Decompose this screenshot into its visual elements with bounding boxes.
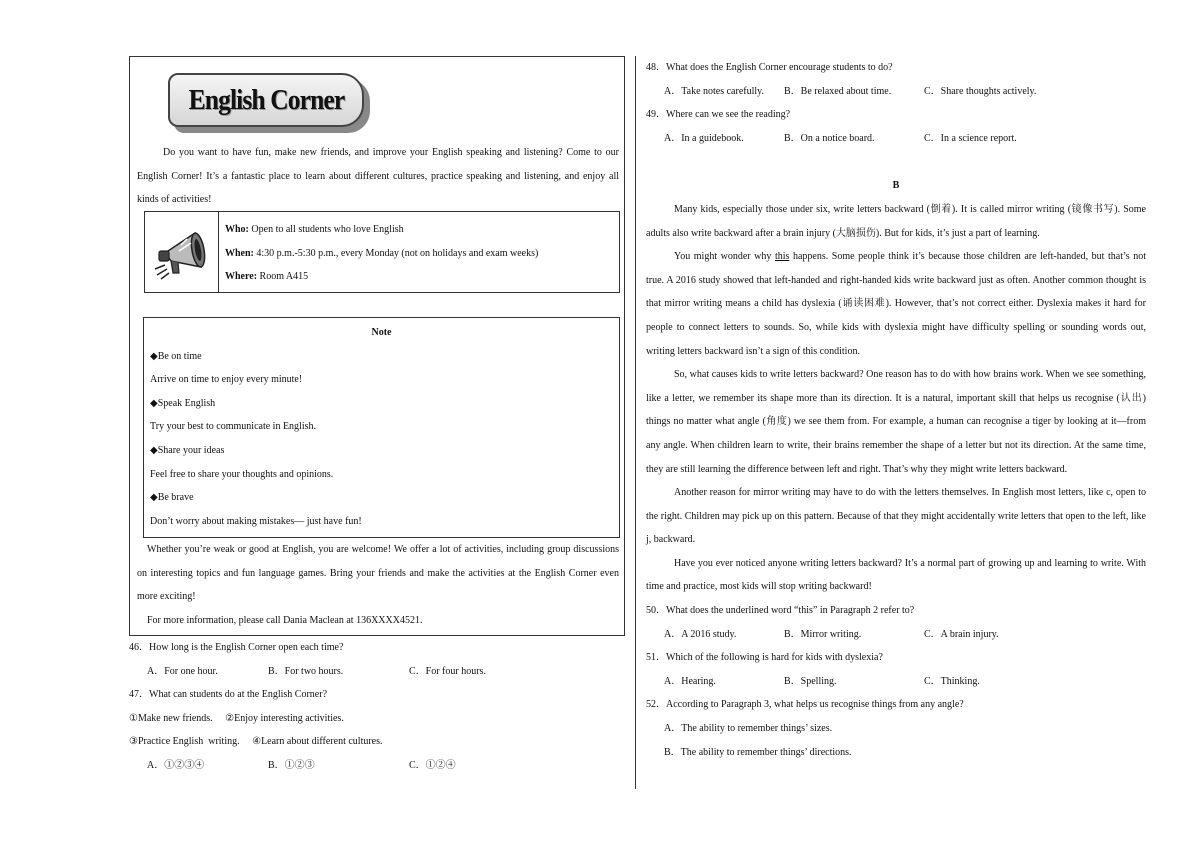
note-line: ◆Be brave bbox=[150, 492, 194, 504]
question-list-right-bottom bbox=[646, 599, 1146, 764]
question-50: 50．What does the underlined word “this” in Paragraph 2 refer to? bbox=[646, 605, 915, 617]
info-when: When: 4:30 p.m.-5:30 p.m., every Monday (not on holidays and exam weeks) bbox=[225, 247, 539, 259]
passage-b-paragraph-4: Another reason for mirror writing may have to do with the letters themselves. In English most letters, like c, open to the right. Children may pick up on this pattern. Because of that they might accidentally write letters that open to the left, like j, backward. bbox=[646, 487, 1146, 546]
question-47-choice-line: ③Practice English writing. ④Learn about different cultures. bbox=[129, 736, 383, 748]
note-line: Feel free to share your thoughts and opinions. bbox=[150, 468, 334, 480]
english-corner-notice bbox=[129, 56, 625, 636]
underlined-word-this: this bbox=[774, 251, 790, 263]
section-b-title: B bbox=[892, 180, 900, 192]
english-corner-logo bbox=[168, 73, 368, 131]
question-48-options bbox=[646, 80, 1146, 104]
option-b[interactable]: B．Be relaxed about time. bbox=[784, 85, 892, 97]
megaphone-icon bbox=[145, 212, 219, 292]
notice-contact: For more information, please call Dania Maclean at 136XXXX4521. bbox=[147, 615, 423, 626]
note-title: Note bbox=[371, 327, 392, 338]
passage-b-paragraph-1: Many kids, especially those under six, write letters backward (倒着). It is called mirror writing (镜像书写). Some adults also write backward after a brain injury (大脑损伤). But for kids, it’s just a part of learning. bbox=[646, 203, 1146, 239]
option-b[interactable]: B．Spelling. bbox=[784, 675, 837, 687]
option-a[interactable]: A．A 2016 study. bbox=[664, 628, 737, 640]
question-46-options bbox=[129, 660, 626, 684]
passage-b-paragraph-3: So, what causes kids to write letters backward? One reason has to do with how brains work. When we see something, like a letter, we remember its shape more than its direction. It is a natural, important skill that helps us recognise (认出) things no matter what angle (角度) we see them from. For example, a human can recognise a tiger by looking at it—from any angle. When children learn to write, their brains remember the shape of a letter but not its direction. At the same time, they are still learning the difference between left and right. That’s why they might write letters backward. bbox=[646, 369, 1146, 475]
option-b[interactable]: B．Mirror writing. bbox=[784, 628, 862, 640]
option-b[interactable]: B．The ability to remember things’ directions. bbox=[664, 746, 852, 758]
question-51-options bbox=[646, 670, 1146, 694]
option-c[interactable]: C．Share thoughts actively. bbox=[924, 85, 1037, 97]
info-who: Who: Open to all students who love English bbox=[225, 224, 404, 235]
option-c[interactable]: C．In a science report. bbox=[924, 132, 1017, 144]
question-49-options bbox=[646, 127, 1146, 151]
option-a[interactable]: A．For one hour. bbox=[147, 665, 218, 677]
question-list-left bbox=[129, 636, 626, 778]
passage-b-paragraph-2: You might wonder why this happens. Some people think it’s because those children are left-handed, but that’s not true. A 2016 study showed that left-handed and right-handed kids write backward just as often. Another common thought is that mirror writing means a child has dyslexia (诵读困难). However, that’s not correct either. Dyslexia makes it hard for people to connect letters to sounds. So, while kids with dyslexia might have difficulty spelling or sounding words out, writing letters backward isn’t a sign of this condition. bbox=[646, 251, 1146, 357]
column-divider bbox=[635, 56, 636, 789]
question-52: 52．According to Paragraph 3, what helps us recognise things from any angle? bbox=[646, 699, 964, 711]
question-47-options bbox=[129, 754, 626, 778]
info-where: Where: Room A415 bbox=[225, 271, 309, 283]
notice-intro: Do you want to have fun, make new friends, and improve your English speaking and listening? Come to our English Corner! It’s a fantastic place to learn about different cultures, practice speaking and listening, and enjoy all kinds of activities! bbox=[137, 147, 619, 206]
question-49: 49．Where can we see the reading? bbox=[646, 109, 791, 121]
question-51: 51．Which of the following is hard for kids with dyslexia? bbox=[646, 652, 883, 664]
note-line: Don’t worry about making mistakes— just have fun! bbox=[150, 515, 362, 527]
right-column bbox=[646, 56, 1146, 764]
question-52-option-a-row bbox=[646, 717, 1146, 741]
option-b[interactable]: B．For two hours. bbox=[268, 665, 344, 677]
option-c[interactable]: C．①②④ bbox=[409, 759, 456, 771]
option-a[interactable]: A．Hearing. bbox=[664, 675, 716, 687]
note-line: ◆Be on time bbox=[150, 350, 202, 362]
option-a[interactable]: A．①②③④ bbox=[147, 759, 205, 771]
left-column bbox=[129, 56, 626, 778]
question-52-option-b-row bbox=[646, 741, 1146, 765]
logo-text: English Corner bbox=[188, 83, 344, 116]
question-list-right-top bbox=[646, 56, 1146, 150]
note-line: Arrive on time to enjoy every minute! bbox=[150, 374, 303, 386]
option-c[interactable]: C．A brain injury. bbox=[924, 628, 999, 640]
option-b[interactable]: B．On a notice board. bbox=[784, 132, 875, 144]
option-c[interactable]: C．For four hours. bbox=[409, 665, 486, 677]
option-a[interactable]: A．The ability to remember things’ sizes. bbox=[664, 723, 833, 735]
note-line: Try your best to communicate in English. bbox=[150, 421, 317, 433]
question-46: 46．How long is the English Corner open each time? bbox=[129, 642, 344, 653]
note-line: ◆Speak English bbox=[150, 397, 216, 409]
info-box bbox=[144, 211, 620, 293]
question-47: 47．What can students do at the English Corner? bbox=[129, 689, 328, 701]
question-48: 48．What does the English Corner encourage students to do? bbox=[646, 62, 893, 73]
question-50-options bbox=[646, 623, 1146, 647]
option-c[interactable]: C．Thinking. bbox=[924, 675, 980, 687]
note-box bbox=[143, 317, 620, 538]
question-47-choice-line: ①Make new friends. ②Enjoy interesting activities. bbox=[129, 712, 344, 724]
passage-b-paragraph-5: Have you ever noticed anyone writing letters backward? It’s a normal part of growing up and learning to write. With time and practice, most kids will stop writing backward! bbox=[646, 557, 1146, 593]
note-line: ◆Share your ideas bbox=[150, 444, 225, 456]
option-b[interactable]: B．①②③ bbox=[268, 759, 315, 771]
notice-outro: Whether you’re weak or good at English, you are welcome! We offer a lot of activities, including group discussions on interesting topics and fun language games. Bring your friends and make the activities at the English Corner even more exciting! bbox=[137, 544, 619, 603]
option-a[interactable]: A．Take notes carefully. bbox=[664, 85, 764, 97]
option-a[interactable]: A．In a guidebook. bbox=[664, 132, 744, 144]
